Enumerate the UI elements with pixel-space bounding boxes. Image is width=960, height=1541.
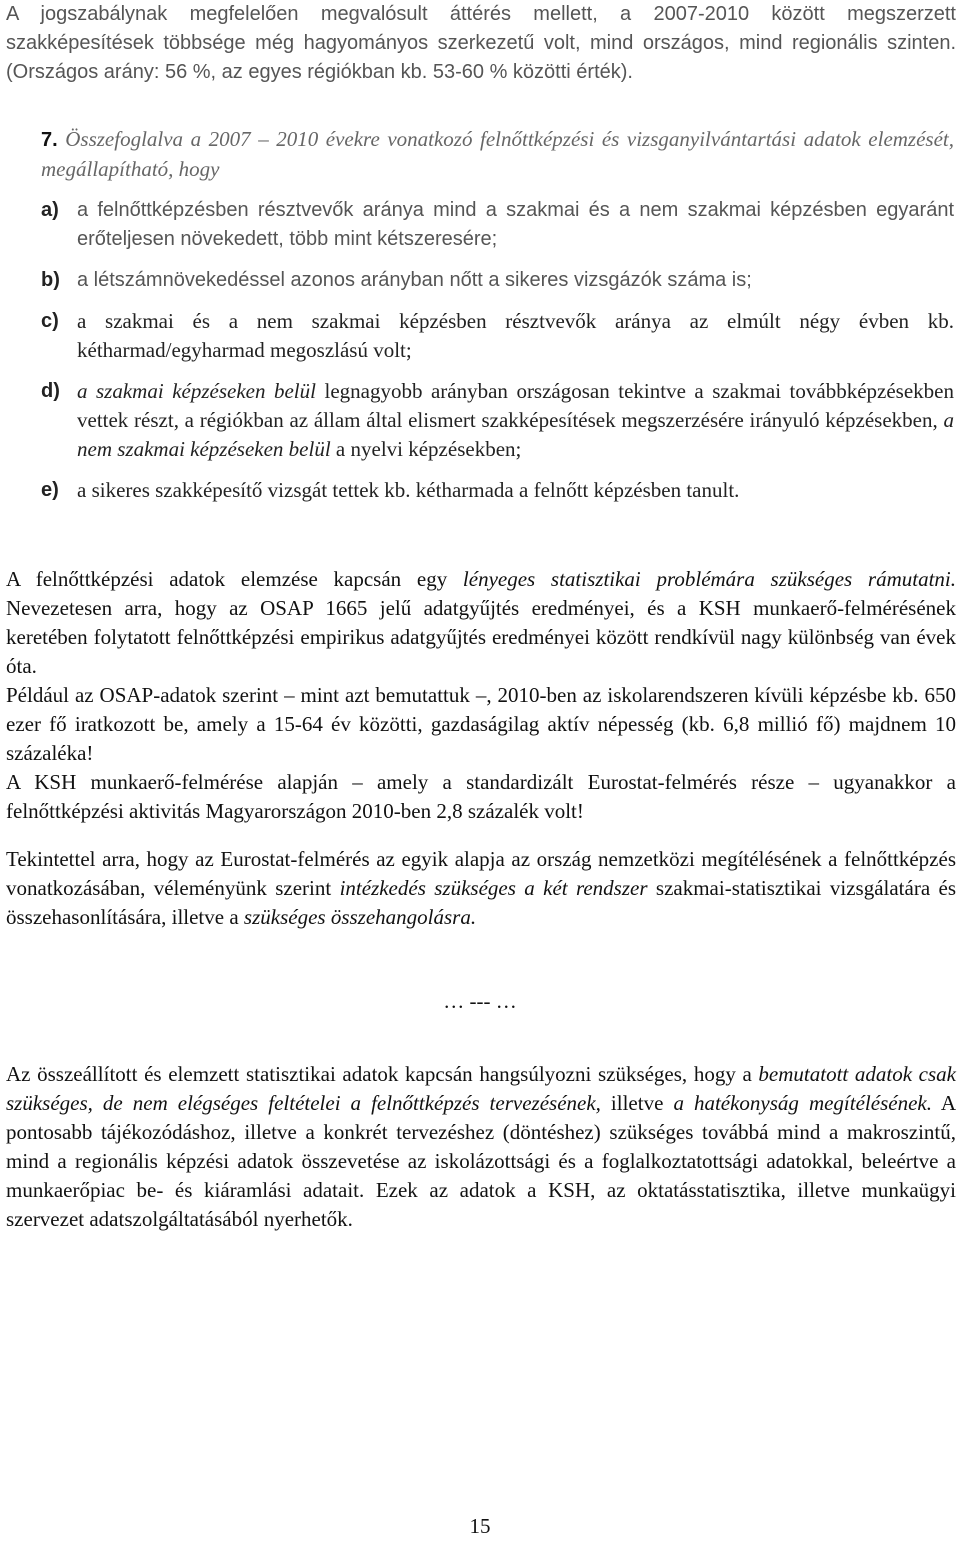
text-run: szakmai-statisztikai vizsgálatára és összehasonlítására, illetve a bbox=[6, 876, 957, 929]
problem-paragraph bbox=[6, 565, 956, 681]
list-item-label: d) bbox=[41, 380, 60, 402]
emphasis: szükséges összehangolásra. bbox=[243, 905, 477, 929]
list-item bbox=[41, 377, 954, 464]
list-item-text: a felnőttképzésben résztvevők aránya mind a szakmai és a nem szakmai képzésben egyaránt erőteljesen növekedett, több mint kétszeresére; bbox=[77, 199, 954, 250]
list-item-label: b) bbox=[41, 269, 60, 291]
osap-paragraph: Például az OSAP-adatok szerint – mint azt bemutattuk –, 2010-ben az iskolarendszeren kívüli képzésbe kb. 650 ezer fő iratkozott be, amely a 15-64 év közötti, gazdaságilag aktív népesség (kb. 6,8 millió fő) majdnem 10 százaléka! bbox=[6, 683, 956, 765]
section-lead: Összefoglalva a 2007 – 2010 évekre vonatkozó felnőttképzési és vizsganyilvántartási adatok elemzését, megállapítható, hogy bbox=[41, 127, 954, 181]
text-run: a nyelvi képzésekben; bbox=[330, 437, 522, 461]
section-number: 7. bbox=[41, 129, 58, 151]
text-run: Tekintettel arra, hogy az Eurostat-felmérés az egyik alapja az ország nemzetközi megítélésének a felnőttképzés vonatkozásában, véleményünk szerint bbox=[6, 847, 956, 900]
list-item-label: a) bbox=[41, 199, 59, 221]
problem-section bbox=[6, 565, 956, 826]
text-run: Az összeállított és elemzett statisztikai adatok kapcsán hangsúlyozni szükséges, hogy a bbox=[6, 1062, 759, 1086]
list-item bbox=[41, 196, 954, 254]
text-run: A pontosabb tájékozódáshoz, illetve a konkrét tervezéshez (döntéshez) szükséges továbbá mind a makroszintű, mind a regionális képzési adatok összevetése az iskolázottsági és a foglalkoztatottsági adatokkal, beleértve a munkaerőpiac be- és kiáramlási adatait. Ezek az adatok a KSH, az oktatásstatisztika, illetve munkaügyi szervezet adatszolgáltatásából nyerhetők. bbox=[6, 1091, 956, 1231]
emphasis: intézkedés szükséges a két rendszer bbox=[339, 876, 648, 900]
ksh-paragraph: A KSH munkaerő-felmérése alapján – amely a standardizált Eurostat-felmérés része – ugyanakkor a felnőttképzési aktivitás Magyarországon 2010-ben 2,8 százalék volt! bbox=[6, 770, 956, 823]
list-item bbox=[41, 266, 954, 295]
list-item-text bbox=[77, 377, 954, 464]
emphasis: lényeges statisztikai problémára szükséges rámutatni. bbox=[462, 567, 957, 591]
list-item-label: e) bbox=[41, 479, 59, 501]
list-item bbox=[41, 307, 954, 365]
text-run: legnagyobb arányban országosan tekintve a szakmai továbbképzésekben vettek részt, a régiókban az állam által elismert szakképesítések megszerzésére irányuló képzésekben, bbox=[77, 379, 954, 432]
findings-list bbox=[41, 196, 954, 517]
emphasis: a nem szakmai képzéseken belül bbox=[77, 408, 954, 461]
section-divider: … --- … bbox=[443, 989, 517, 1013]
list-item-label: c) bbox=[41, 310, 59, 332]
list-item bbox=[41, 476, 954, 505]
emphasis: bemutatott adatok csak szükséges, de nem elégséges feltételei a felnőttképzés tervezésének, bbox=[6, 1062, 956, 1115]
intro-paragraph: A jogszabálynak megfelelően megvalósult áttérés mellett, a 2007-2010 között megszerzett szakképesítések többsége még hagyományos szerkezetű volt, mind országos, mind regionális szinten. (Országos arány: 56 %, az egyes régiókban kb. 53-60 % közötti érték). bbox=[6, 3, 956, 83]
emphasis: a hatékonyság megítélésének. bbox=[673, 1091, 932, 1115]
text-run: illetve bbox=[600, 1091, 674, 1115]
text-run: A felnőttképzési adatok elemzése kapcsán egy bbox=[6, 567, 463, 591]
section-7-heading bbox=[41, 125, 954, 184]
list-item-text: a sikeres szakképesítő vizsgát tettek kb. kétharmada a felnőtt képzésben tanult. bbox=[77, 478, 740, 502]
text-run: Nevezetesen arra, hogy az OSAP 1665 jelű adatgyűjtés eredményei, és a KSH munkaerő-felmérésének keretében folytatott felnőttképzési empirikus adatgyűjtés eredményei között rendkívül nagy különbség van évek óta. bbox=[6, 596, 956, 678]
emphasis: a szakmai képzéseken belül bbox=[77, 379, 316, 403]
list-item-text: a létszámnövekedéssel azonos arányban nőtt a sikeres vizsgázók száma is; bbox=[77, 269, 752, 291]
list-item-text: a szakmai és a nem szakmai képzésben résztvevők aránya az elmúlt négy évben kb. kétharmad/egyharmad megoszlású volt; bbox=[77, 309, 954, 362]
eurostat-paragraph bbox=[6, 845, 956, 932]
closing-paragraph bbox=[6, 1060, 956, 1234]
page-number: 15 bbox=[469, 1514, 491, 1538]
